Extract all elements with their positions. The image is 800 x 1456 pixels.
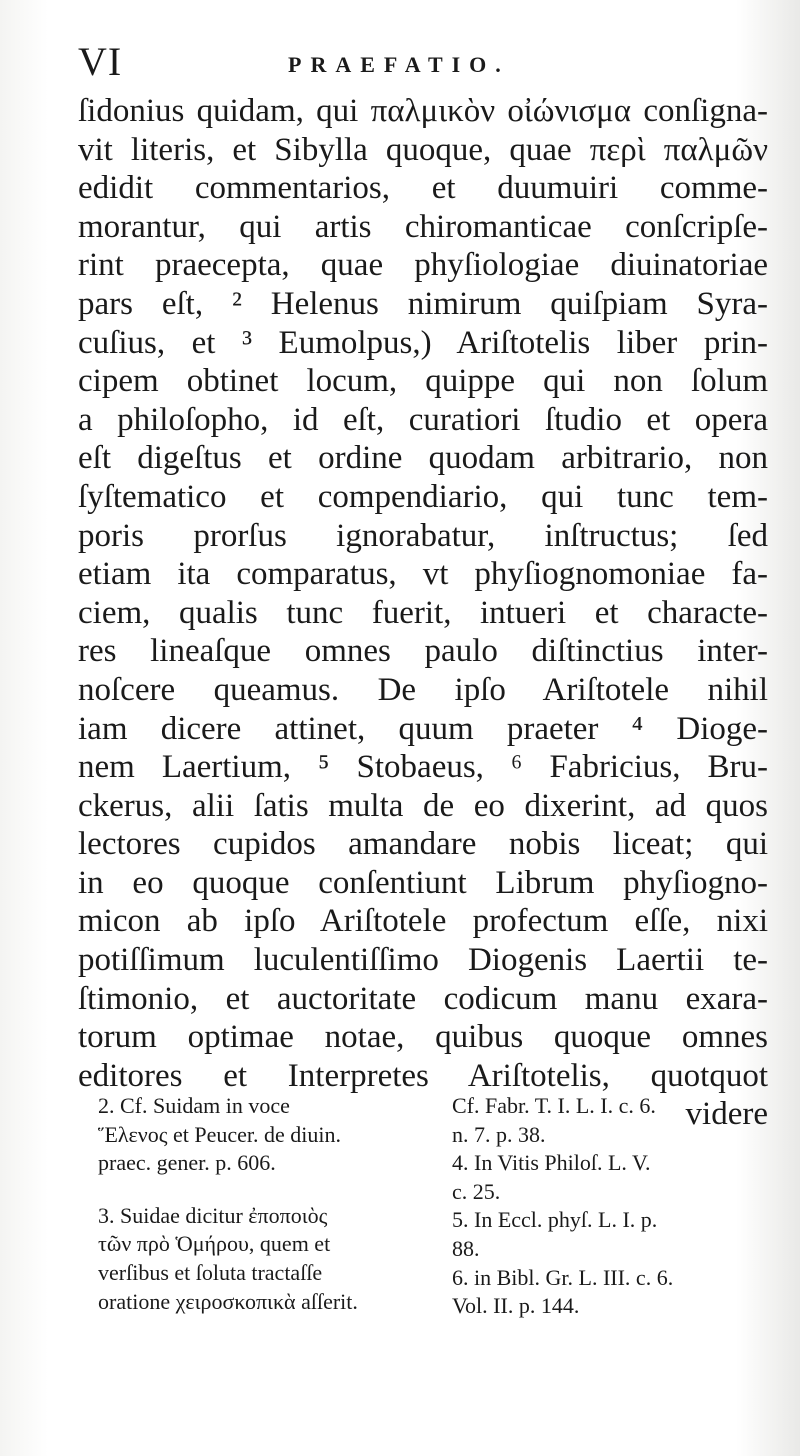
footnote-line: 3. Suidae dicitur ἐποποιὸς bbox=[98, 1202, 328, 1228]
footnote-line: oratione χειροσκοπικὰ aſſerit. bbox=[98, 1288, 358, 1314]
text-line: ciem, qualis tunc fuerit, intueri et characte- bbox=[78, 594, 768, 631]
text-line: ſyſtematico et compendiario, qui tunc tem- bbox=[78, 478, 768, 515]
footnote-line: verſibus et ſoluta tractaſſe bbox=[98, 1259, 323, 1285]
text-line: ckerus, alii ſatis multa de eo dixerint, ad quos bbox=[78, 787, 768, 824]
text-line: potiſſimum luculentiſſimo Diogenis Laertii te- bbox=[78, 942, 768, 979]
page-header bbox=[78, 38, 768, 82]
footnote-line: 6. in Bibl. Gr. L. III. c. 6. bbox=[452, 1264, 674, 1290]
text-line: a philoſopho, id eſt, curatiori ſtudio et opera bbox=[78, 401, 768, 438]
text-line: ſtimonio, et auctoritate codicum manu exara- bbox=[78, 980, 768, 1017]
footnote-line: Ἕλενος et Peucer. de diuin. bbox=[98, 1121, 341, 1147]
text-line: noſcere queamus. De ipſo Ariſtotele nihil bbox=[78, 671, 768, 708]
text-line: editores et Interpretes Ariſtotelis, quotquot bbox=[78, 1057, 768, 1094]
footnote-line: τῶν πρὸ Ὁμήρου, quem et bbox=[98, 1231, 331, 1257]
text-line: rint praecepta, quae phyſiologiae diuinatoriae bbox=[78, 247, 768, 284]
text-line: edidit commentarios, et duumuiri comme- bbox=[78, 170, 768, 207]
text-line: ſidonius quidam, qui παλμικὸν οἰώνισμα conſigna- bbox=[78, 93, 768, 129]
footnotes-left-column bbox=[98, 1092, 428, 1316]
text-line: cipem obtinet locum, quippe qui non ſolum bbox=[78, 363, 768, 400]
footnote-line: n. 7. p. 38. bbox=[452, 1121, 546, 1147]
text-line: etiam ita comparatus, vt phyſiognomoniae fa- bbox=[78, 556, 768, 593]
text-line: poris prorſus ignorabatur, inſtructus; ſed bbox=[78, 517, 768, 554]
text-line: vit literis, et Sibylla quoque, quae περὶ παλμῶν bbox=[78, 131, 768, 168]
footnote-line: 2. Cf. Suidam in voce bbox=[98, 1093, 290, 1118]
text-line: cuſius, et ³ Eumolpus,) Ariſtotelis liber prin- bbox=[78, 324, 768, 361]
text-line: in eo quoque conſentiunt Librum phyſiogno- bbox=[78, 864, 768, 901]
footnote-line: praec. gener. p. 606. bbox=[98, 1150, 276, 1176]
footnote-line: Vol. II. p. 144. bbox=[452, 1293, 580, 1319]
text-line: eſt digeſtus et ordine quodam arbitrario, non bbox=[78, 440, 768, 477]
text-line: morantur, qui artis chiromanticae conſcripſe- bbox=[78, 208, 768, 245]
footnotes-right-column bbox=[452, 1092, 772, 1321]
footnote-line: 5. In Eccl. phyſ. L. I. p. bbox=[452, 1207, 658, 1233]
text-line: pars eſt, ² Helenus nimirum quiſpiam Syra- bbox=[78, 285, 768, 322]
footnote-line: 88. bbox=[452, 1235, 480, 1261]
page-number: VI bbox=[78, 39, 123, 84]
text-line: nem Laertium, ⁵ Stobaeus, ⁶ Fabricius, Bru- bbox=[78, 749, 768, 786]
footnote-line: c. 25. bbox=[452, 1178, 501, 1204]
text-line: torum optimae notae, quibus quoque omnes bbox=[78, 1019, 768, 1056]
catchword: videre bbox=[685, 1096, 768, 1133]
footnote-line: 4. In Vitis Philoſ. L. V. bbox=[452, 1150, 651, 1176]
footnote-line: Cf. Fabr. T. I. L. I. c. 6. bbox=[452, 1093, 656, 1118]
text-line: micon ab ipſo Ariſtotele profectum eſſe, nixi bbox=[78, 903, 768, 940]
text-line: res lineaſque omnes paulo diſtinctius inter- bbox=[78, 633, 768, 670]
running-title: PRAEFATIO. bbox=[288, 52, 510, 77]
text-line: iam dicere attinet, quum praeter ⁴ Dioge- bbox=[78, 710, 768, 747]
text-line: lectores cupidos amandare nobis liceat; qui bbox=[78, 826, 768, 863]
main-text bbox=[78, 92, 768, 1134]
